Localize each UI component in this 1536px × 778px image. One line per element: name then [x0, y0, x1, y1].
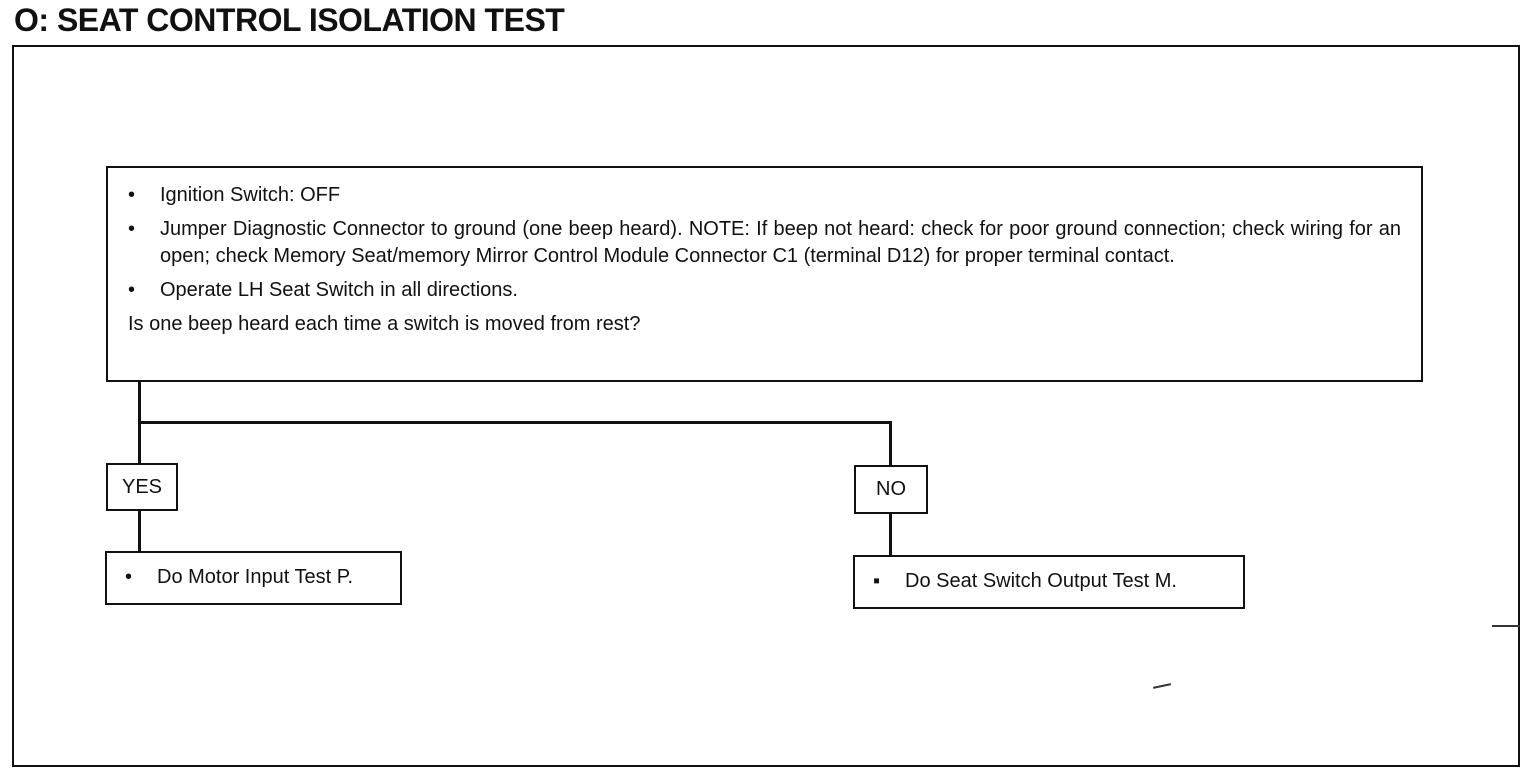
connector-no-down [889, 421, 892, 466]
scan-mark [1492, 625, 1520, 627]
connector-horizontal [138, 421, 892, 424]
diagram-frame [12, 45, 1520, 767]
bullet-marker: • [125, 566, 133, 588]
no-label: NO [876, 478, 906, 500]
no-result-box [853, 555, 1245, 609]
yes-action-text: Do Motor Input Test P. [157, 566, 354, 588]
page-title: O: SEAT CONTROL ISOLATION TEST [14, 2, 565, 38]
connector-yes-result [138, 509, 141, 553]
bullet-marker: • [128, 218, 136, 240]
step-text: Ignition Switch: OFF [160, 184, 341, 206]
bullet-marker: • [128, 184, 136, 206]
bullet-marker: ▪ [873, 570, 881, 592]
no-action-text: Do Seat Switch Output Test M. [905, 570, 1177, 592]
no-label-box [854, 465, 928, 514]
step-bullet [128, 277, 1401, 304]
step-text: Operate LH Seat Switch in all directions. [160, 279, 518, 301]
yes-label-box [106, 463, 178, 511]
step-bullet [128, 216, 1401, 270]
yes-label: YES [121, 476, 163, 498]
bullet-marker: • [128, 279, 136, 301]
connector-no-result [889, 512, 892, 557]
step-question: Is one beep heard each time a switch is moved from rest? [128, 313, 641, 335]
yes-result-box [105, 551, 402, 605]
step-text: Jumper Diagnostic Connector to ground (one beep heard). NOTE: If beep not heard: check for poor ground connection; check wiring for an open; check Memory Seat/memory Mirror Control Module Connector C1 (terminal D12) for proper terminal contact. [160, 218, 1401, 267]
test-step-box [106, 166, 1423, 382]
step-bullet [128, 182, 1401, 209]
